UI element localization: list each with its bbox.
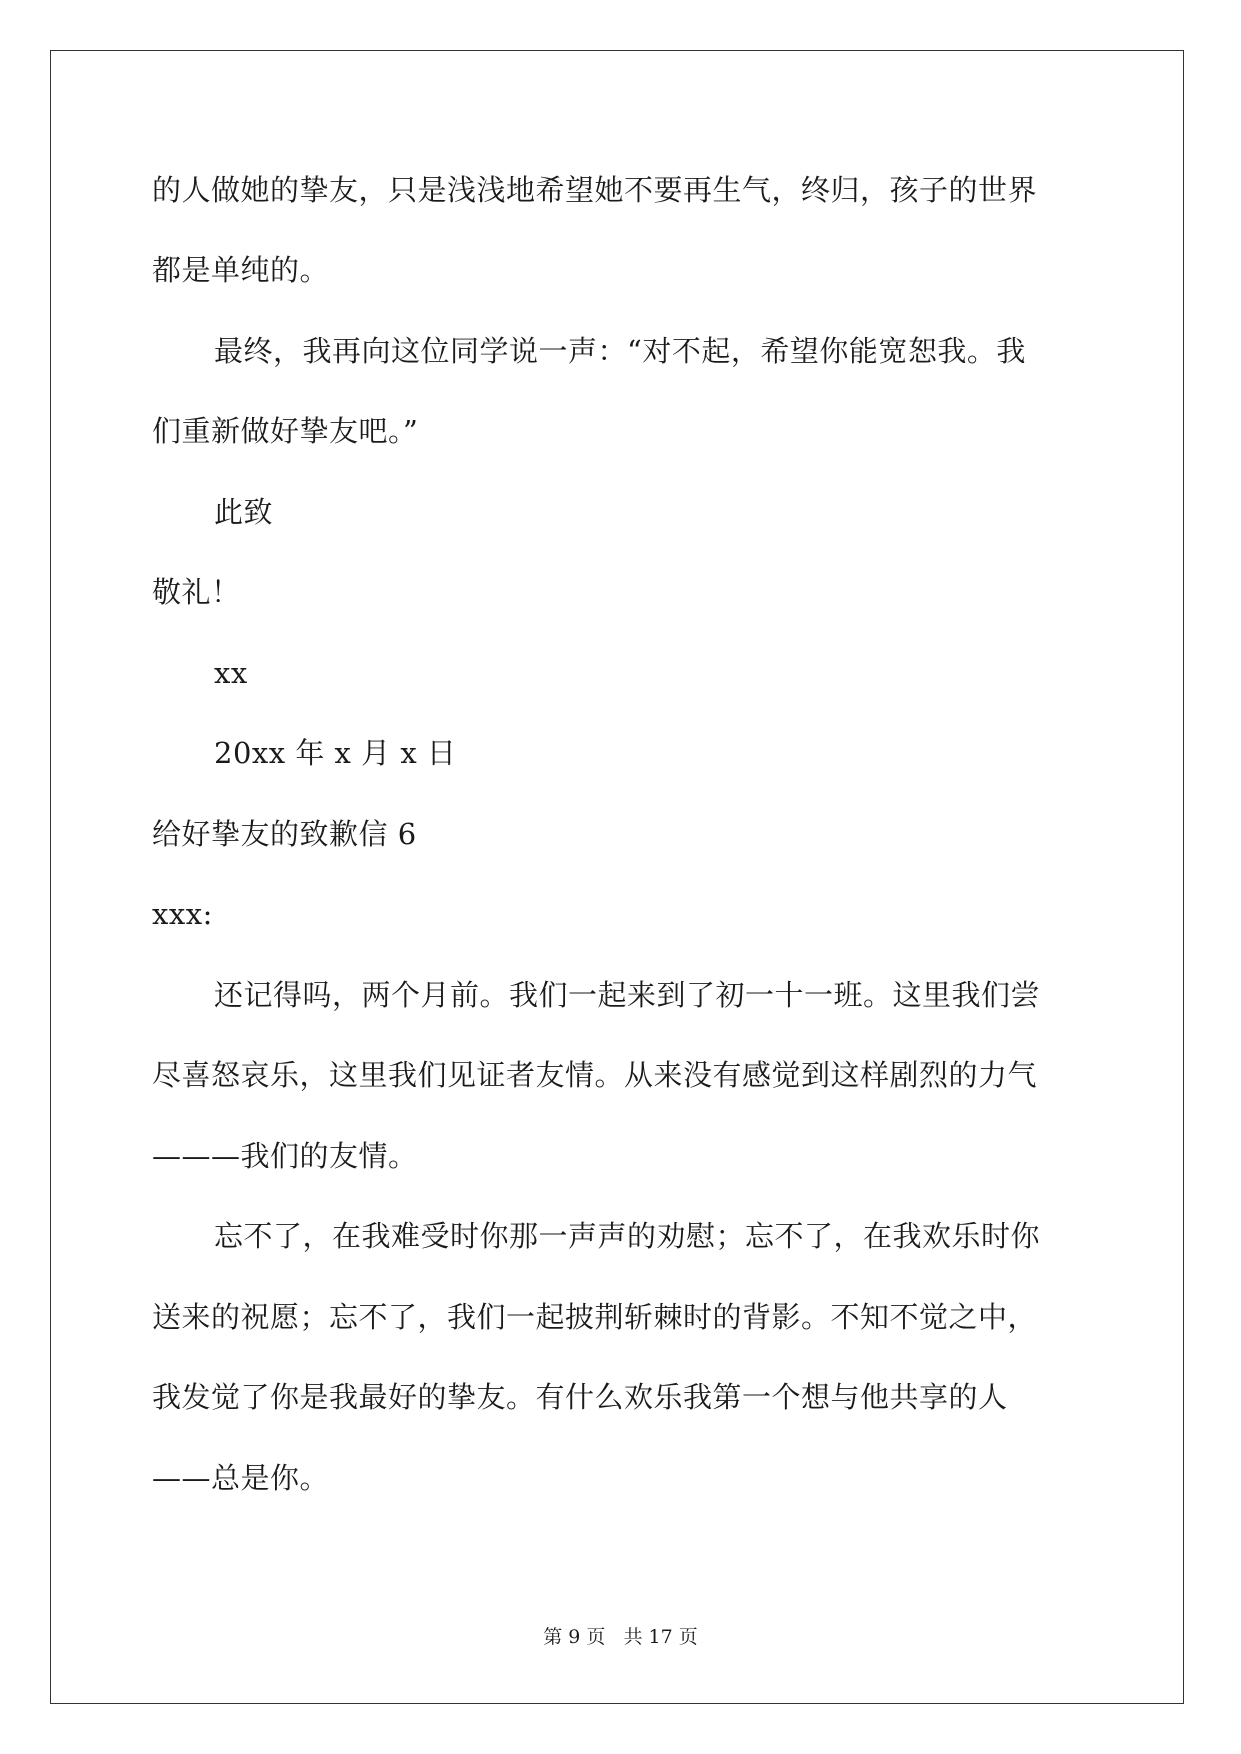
page-number: 第 9 页 <box>543 1626 606 1648</box>
page-footer <box>0 1625 1241 1649</box>
body-line-2: 都是单纯的。 <box>152 253 330 287</box>
body-line-6: 尽喜怒哀乐，这里我们见证者友情。从来没有感觉到这样剧烈的力气 <box>152 1058 1038 1092</box>
body-line-7: ———我们的友情。 <box>152 1139 418 1173</box>
body-line-3: 最终，我再向这位同学说一声：“对不起，希望你能宽恕我。我 <box>214 334 1026 368</box>
closing-salutation: 此致 <box>214 495 274 529</box>
body-line-10: 我发觉了你是我最好的挚友。有什么欢乐我第一个想与他共享的人 <box>152 1380 1008 1414</box>
signature-date: 20xx 年 x 月 x 日 <box>214 736 457 770</box>
signature-name: xx <box>214 656 248 690</box>
body-line-5: 还记得吗，两个月前。我们一起来到了初一十一班。这里我们尝 <box>214 978 1041 1012</box>
body-line-8: 忘不了，在我难受时你那一声声的劝慰；忘不了，在我欢乐时你 <box>214 1219 1041 1253</box>
body-line-9: 送来的祝愿；忘不了，我们一起披荆斩棘时的背影。不知不觉之中， <box>152 1300 1038 1334</box>
body-line-11: ——总是你。 <box>152 1461 330 1495</box>
closing-regards: 敬礼！ <box>152 575 241 609</box>
page-border <box>50 50 1184 1704</box>
letter-greeting: xxx: <box>152 897 213 931</box>
body-line-1: 的人做她的挚友，只是浅浅地希望她不要再生气，终归，孩子的世界 <box>152 173 1038 207</box>
body-line-4: 们重新做好挚友吧。” <box>152 414 419 448</box>
page-total: 共 17 页 <box>623 1626 698 1648</box>
section-heading: 给好挚友的致歉信 6 <box>152 817 417 851</box>
